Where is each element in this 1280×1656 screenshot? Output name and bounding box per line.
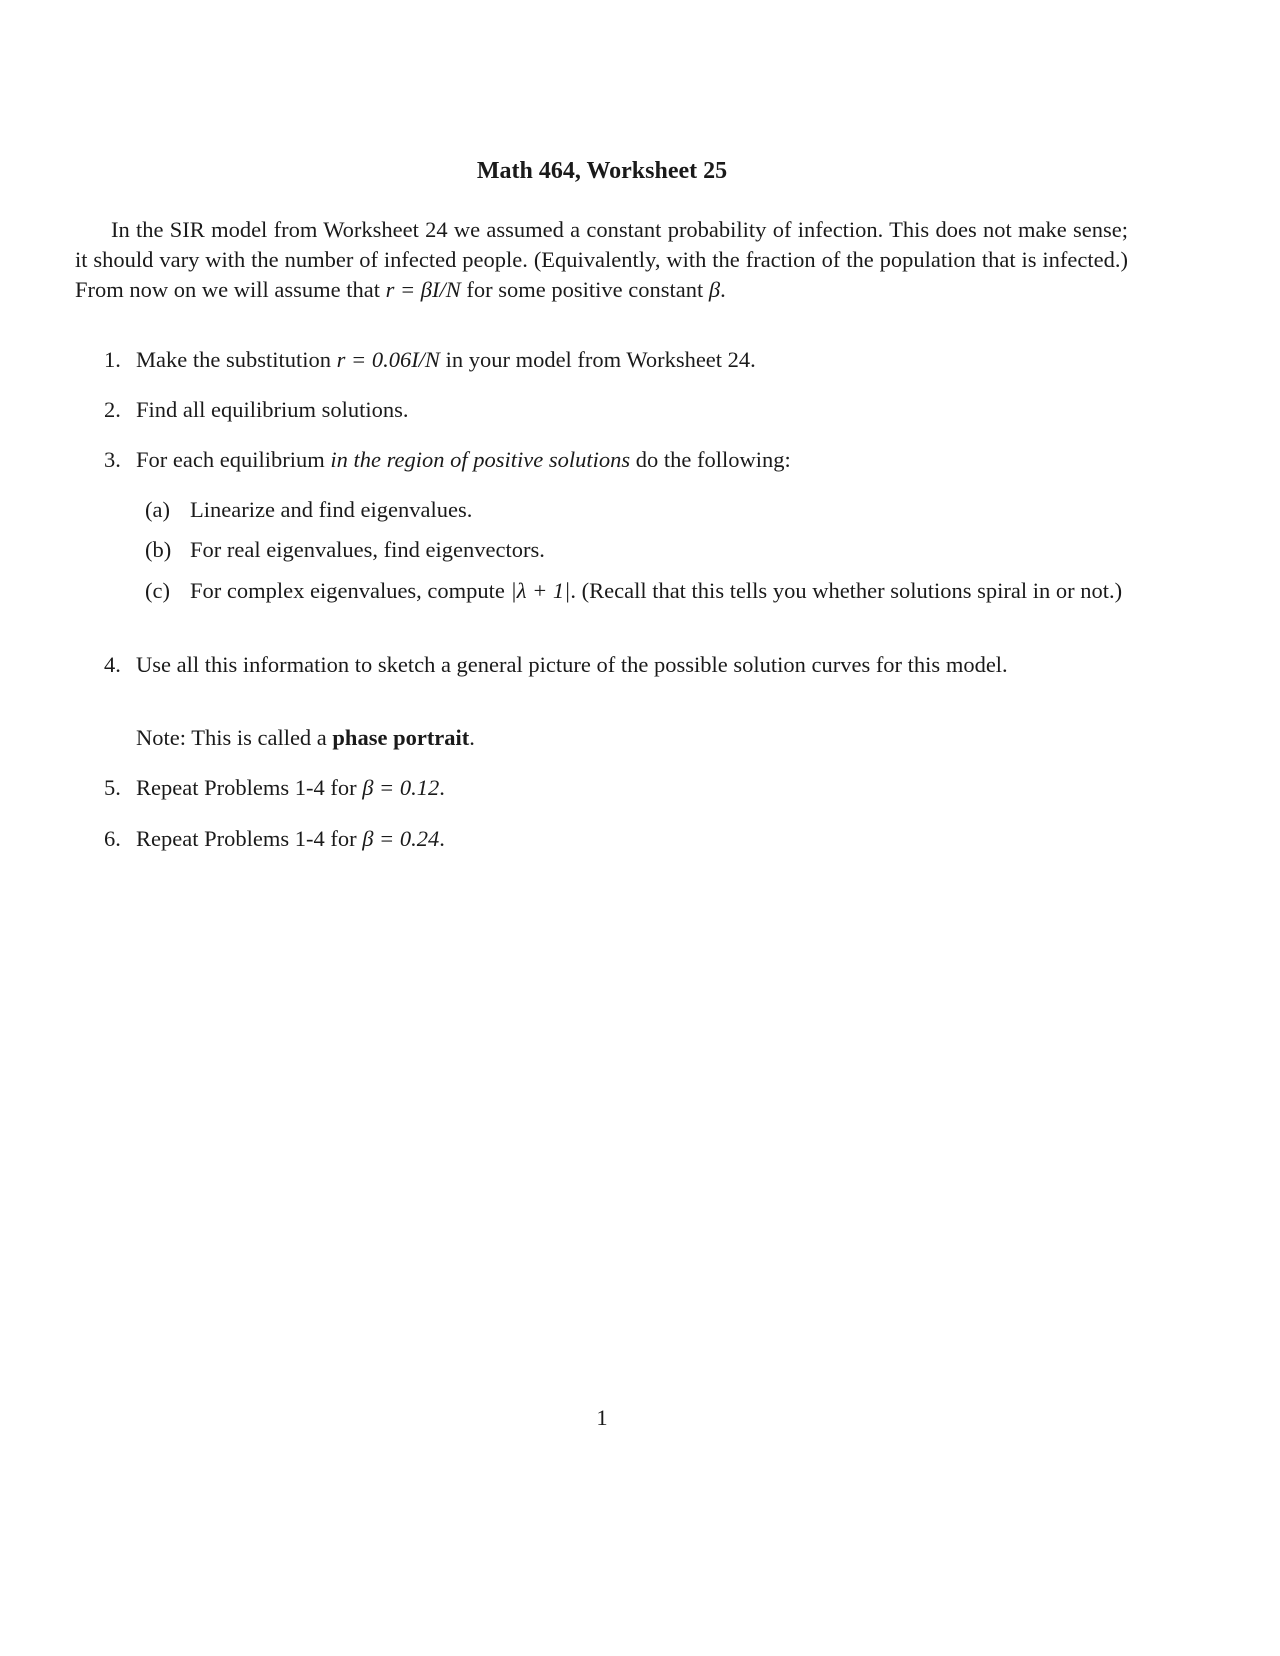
item-number: 4. (104, 652, 121, 677)
item-text (136, 445, 1128, 475)
note-pre: Note: This is called a (136, 725, 333, 750)
sub-item-text: For real eigenvalues, find eigenvectors. (190, 537, 545, 562)
item-text (136, 824, 1128, 854)
list-item-3 (0, 445, 1280, 475)
item-number: 6. (104, 826, 121, 851)
item-5-pre: Repeat Problems 1-4 for (136, 775, 363, 800)
sub-item-c (0, 576, 1280, 636)
page-title: Math 464, Worksheet 25 (476, 158, 728, 184)
item-5-math: β = 0.12 (362, 775, 440, 800)
page-number: 1 (596, 1405, 608, 1430)
item-1-pre: Make the substitution (136, 347, 337, 372)
sub-c-pre: For complex eigenvalues, compute (190, 578, 511, 603)
item-text (136, 345, 1128, 375)
intro-text-3: . (720, 277, 726, 302)
item-6-pre: Repeat Problems 1-4 for (136, 826, 363, 851)
note-bold-term: phase portrait (332, 725, 470, 750)
list-item-6 (0, 824, 1280, 854)
intro-text-1: In the SIR model from Worksheet 24 we assumed a constant probability of infection. This does not make sense; it should vary with the number of infected people. (Equivalently, with the fraction of the population that is infected.) From now on we will assume that (75, 217, 1128, 302)
list-item-1 (0, 345, 1280, 375)
note-post: . (469, 725, 475, 750)
item-number: 1. (104, 347, 121, 372)
item-number: 3. (104, 447, 121, 472)
sub-item-label: (c) (145, 578, 170, 603)
list-item-4 (0, 650, 1280, 710)
item-text: Use all this information to sketch a general picture of the possible solution curves for this model. (136, 652, 1008, 677)
sub-item-label: (b) (145, 537, 172, 562)
list-item-5 (0, 773, 1280, 803)
item-number: 2. (104, 397, 121, 422)
intro-math-1: r = βI/N (385, 277, 461, 302)
item-text (136, 773, 1128, 803)
sub-item-text: Linearize and find eigenvalues. (190, 497, 473, 522)
item-6-post: . (439, 826, 445, 851)
item-6-math: β = 0.24 (362, 826, 440, 851)
list-item-2 (0, 395, 1280, 425)
intro-text-2: for some positive constant (460, 277, 709, 302)
note-line (0, 723, 1280, 753)
sub-c-post: . (Recall that this tells you whether solutions spiral in or not.) (570, 578, 1123, 603)
sub-item-a (0, 495, 1280, 525)
intro-math-2: β (708, 277, 721, 302)
item-3-emphasis: in the region of positive solutions (330, 447, 631, 472)
item-1-math: r = 0.06I/N (336, 347, 440, 372)
item-text: Find all equilibrium solutions. (136, 397, 409, 422)
item-3-post: do the following: (630, 447, 791, 472)
sub-item-label: (a) (145, 497, 170, 522)
item-3-pre: For each equilibrium (136, 447, 331, 472)
note-text (136, 723, 1128, 753)
item-1-post: in your model from Worksheet 24. (439, 347, 756, 372)
sub-item-b (0, 535, 1280, 565)
intro-paragraph (75, 215, 1128, 305)
item-number: 5. (104, 775, 121, 800)
sub-c-math: |λ + 1| (510, 578, 571, 603)
sub-item-text (190, 576, 1128, 606)
item-5-post: . (439, 775, 445, 800)
